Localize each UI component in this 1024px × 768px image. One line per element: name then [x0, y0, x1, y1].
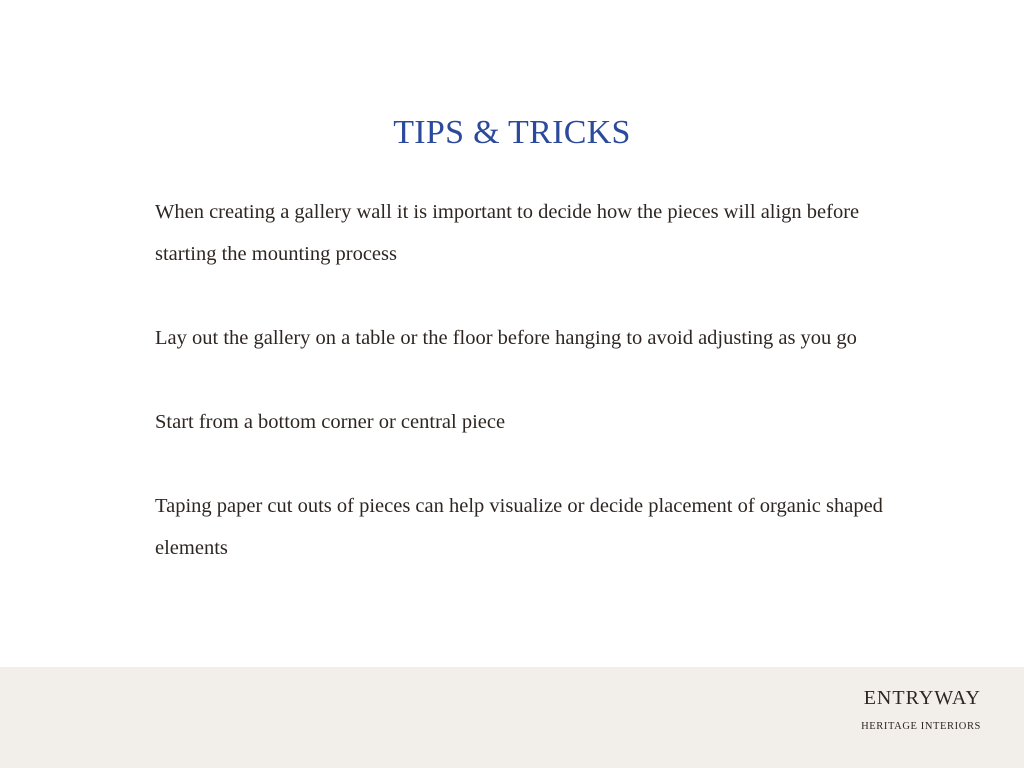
tips-list: [155, 191, 885, 611]
tip-item: When creating a gallery wall it is important to decide how the pieces will align before starting the mounting process: [155, 201, 860, 265]
tip-item: Lay out the gallery on a table or the floor before hanging to avoid adjusting as you go: [155, 327, 857, 349]
tip-item: Taping paper cut outs of pieces can help visualize or decide placement of organic shaped elements: [155, 495, 883, 559]
brand-tagline: HERITAGE INTERIORS: [861, 721, 981, 732]
tip-item: Start from a bottom corner or central piece: [155, 411, 506, 433]
footer-band: [0, 667, 1024, 768]
brand-name: ENTRYWAY: [863, 687, 981, 709]
slide-title: TIPS & TRICKS: [393, 114, 631, 151]
